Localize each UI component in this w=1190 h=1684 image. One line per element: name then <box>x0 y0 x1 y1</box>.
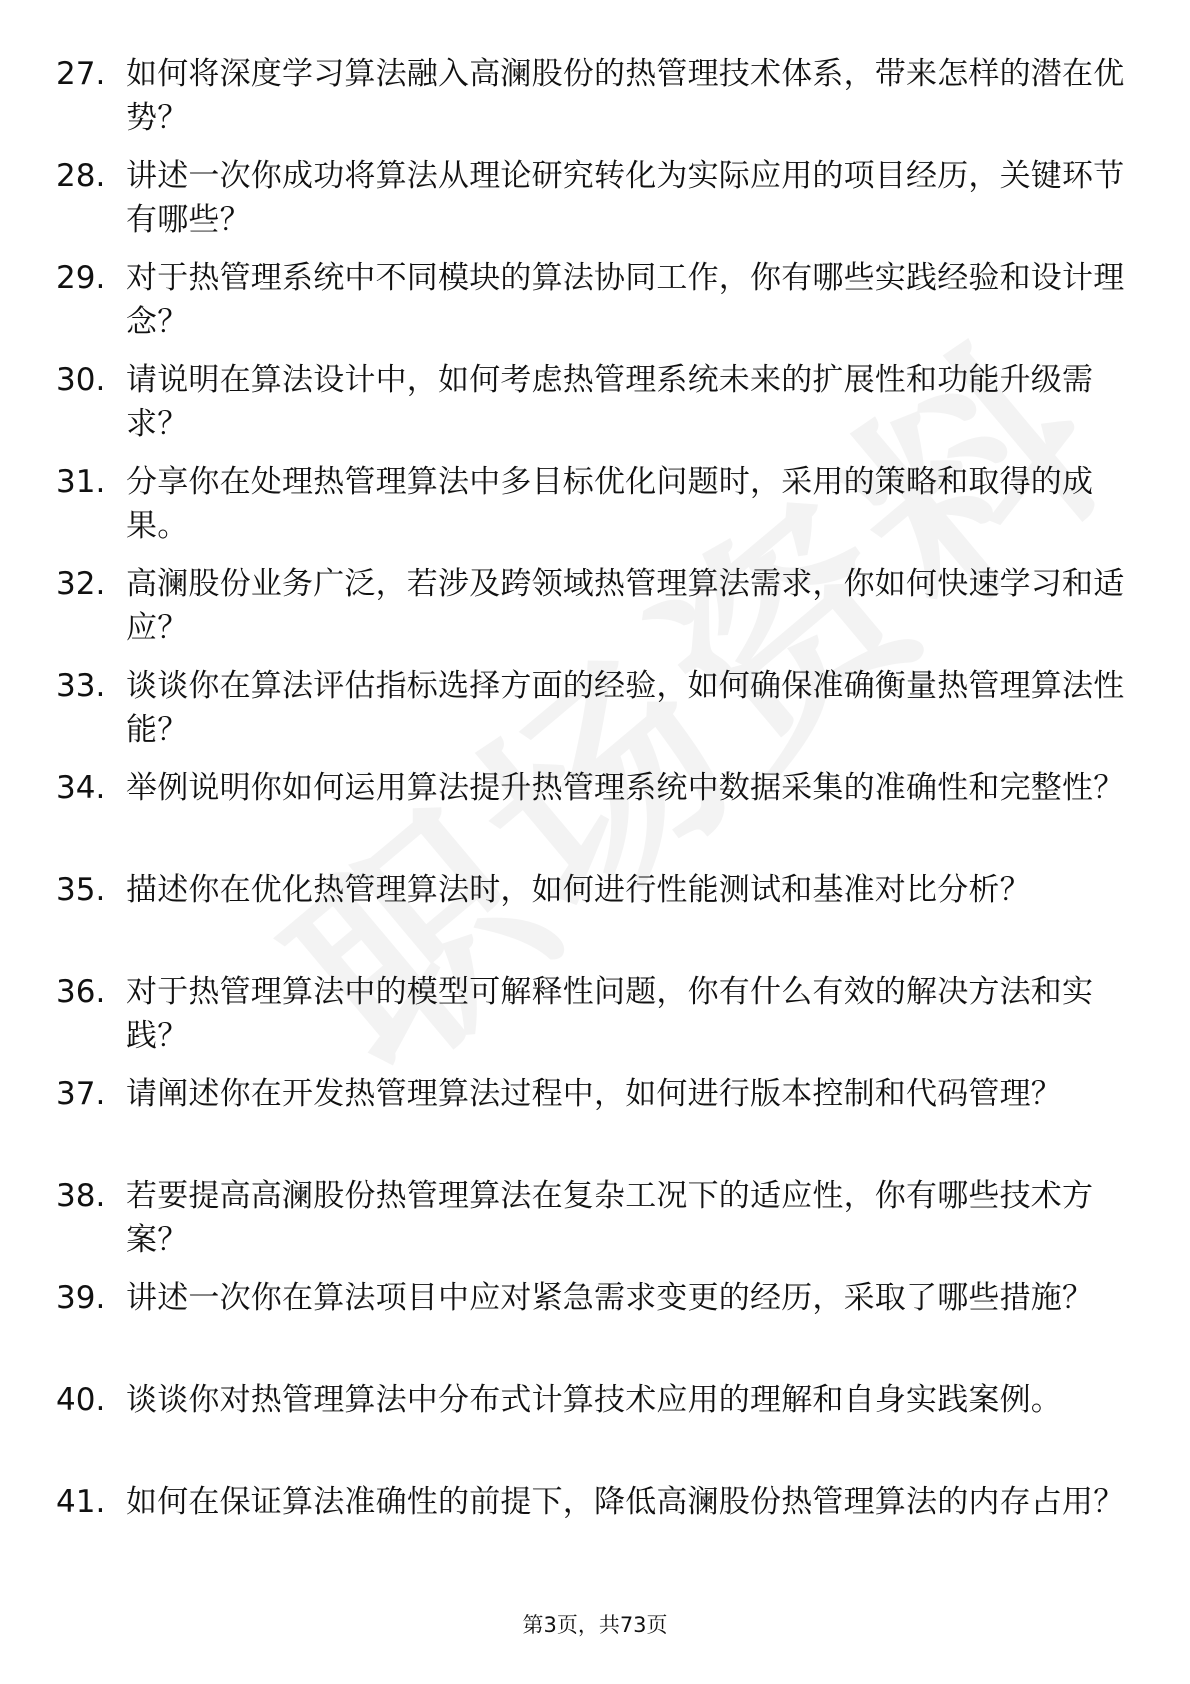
page-number-footer: 第3页，共73页 <box>522 1613 668 1637</box>
question-number: 29. <box>56 260 106 296</box>
question-number: 34. <box>56 770 106 806</box>
question-number: 28. <box>56 158 106 194</box>
list-item <box>0 154 1190 256</box>
list-item <box>0 664 1190 766</box>
list-item <box>0 868 1190 970</box>
list-item <box>0 1378 1190 1480</box>
list-item <box>0 766 1190 868</box>
question-number: 38. <box>56 1178 106 1214</box>
list-item <box>0 1072 1190 1174</box>
question-text: 如何在保证算法准确性的前提下，降低高澜股份热管理算法的内存占用？ <box>126 1484 1125 1520</box>
list-item <box>0 358 1190 460</box>
question-text: 谈谈你在算法评估指标选择方面的经验，如何确保准确衡量热管理算法性能？ <box>126 668 1125 748</box>
question-text: 若要提高高澜股份热管理算法在复杂工况下的适应性，你有哪些技术方案？ <box>126 1178 1094 1258</box>
question-text: 对于热管理算法中的模型可解释性问题，你有什么有效的解决方法和实践？ <box>126 974 1094 1054</box>
question-text: 讲述一次你成功将算法从理论研究转化为实际应用的项目经历，关键环节有哪些？ <box>126 158 1125 238</box>
question-number: 41. <box>56 1484 106 1520</box>
list-item <box>0 460 1190 562</box>
question-number: 32. <box>56 566 106 602</box>
list-item <box>0 1276 1190 1378</box>
question-number: 27. <box>56 56 106 92</box>
question-number: 30. <box>56 362 106 398</box>
list-item <box>0 1480 1190 1582</box>
question-text: 分享你在处理热管理算法中多目标优化问题时，采用的策略和取得的成果。 <box>126 464 1094 544</box>
list-item <box>0 1174 1190 1276</box>
question-text: 高澜股份业务广泛，若涉及跨领域热管理算法需求，你如何快速学习和适应？ <box>126 566 1125 646</box>
question-number: 35. <box>56 872 106 908</box>
question-number: 31. <box>56 464 106 500</box>
question-text: 描述你在优化热管理算法时，如何进行性能测试和基准对比分析？ <box>126 872 1031 908</box>
list-item <box>0 52 1190 154</box>
list-item <box>0 970 1190 1072</box>
question-text: 请阐述你在开发热管理算法过程中，如何进行版本控制和代码管理？ <box>126 1076 1062 1112</box>
question-text: 对于热管理系统中不同模块的算法协同工作，你有哪些实践经验和设计理念？ <box>126 260 1125 340</box>
question-number: 36. <box>56 974 106 1010</box>
question-text: 如何将深度学习算法融入高澜股份的热管理技术体系，带来怎样的潜在优势？ <box>126 56 1125 136</box>
question-text: 谈谈你对热管理算法中分布式计算技术应用的理解和自身实践案例。 <box>126 1382 1062 1418</box>
question-number: 33. <box>56 668 106 704</box>
question-number: 40. <box>56 1382 106 1418</box>
question-text: 举例说明你如何运用算法提升热管理系统中数据采集的准确性和完整性？ <box>126 770 1125 806</box>
question-number: 37. <box>56 1076 106 1112</box>
question-text: 请说明在算法设计中，如何考虑热管理系统未来的扩展性和功能升级需求？ <box>126 362 1094 442</box>
question-list <box>0 52 1190 1582</box>
question-number: 39. <box>56 1280 106 1316</box>
list-item <box>0 256 1190 358</box>
list-item <box>0 562 1190 664</box>
question-text: 讲述一次你在算法项目中应对紧急需求变更的经历，采取了哪些措施？ <box>126 1280 1094 1316</box>
